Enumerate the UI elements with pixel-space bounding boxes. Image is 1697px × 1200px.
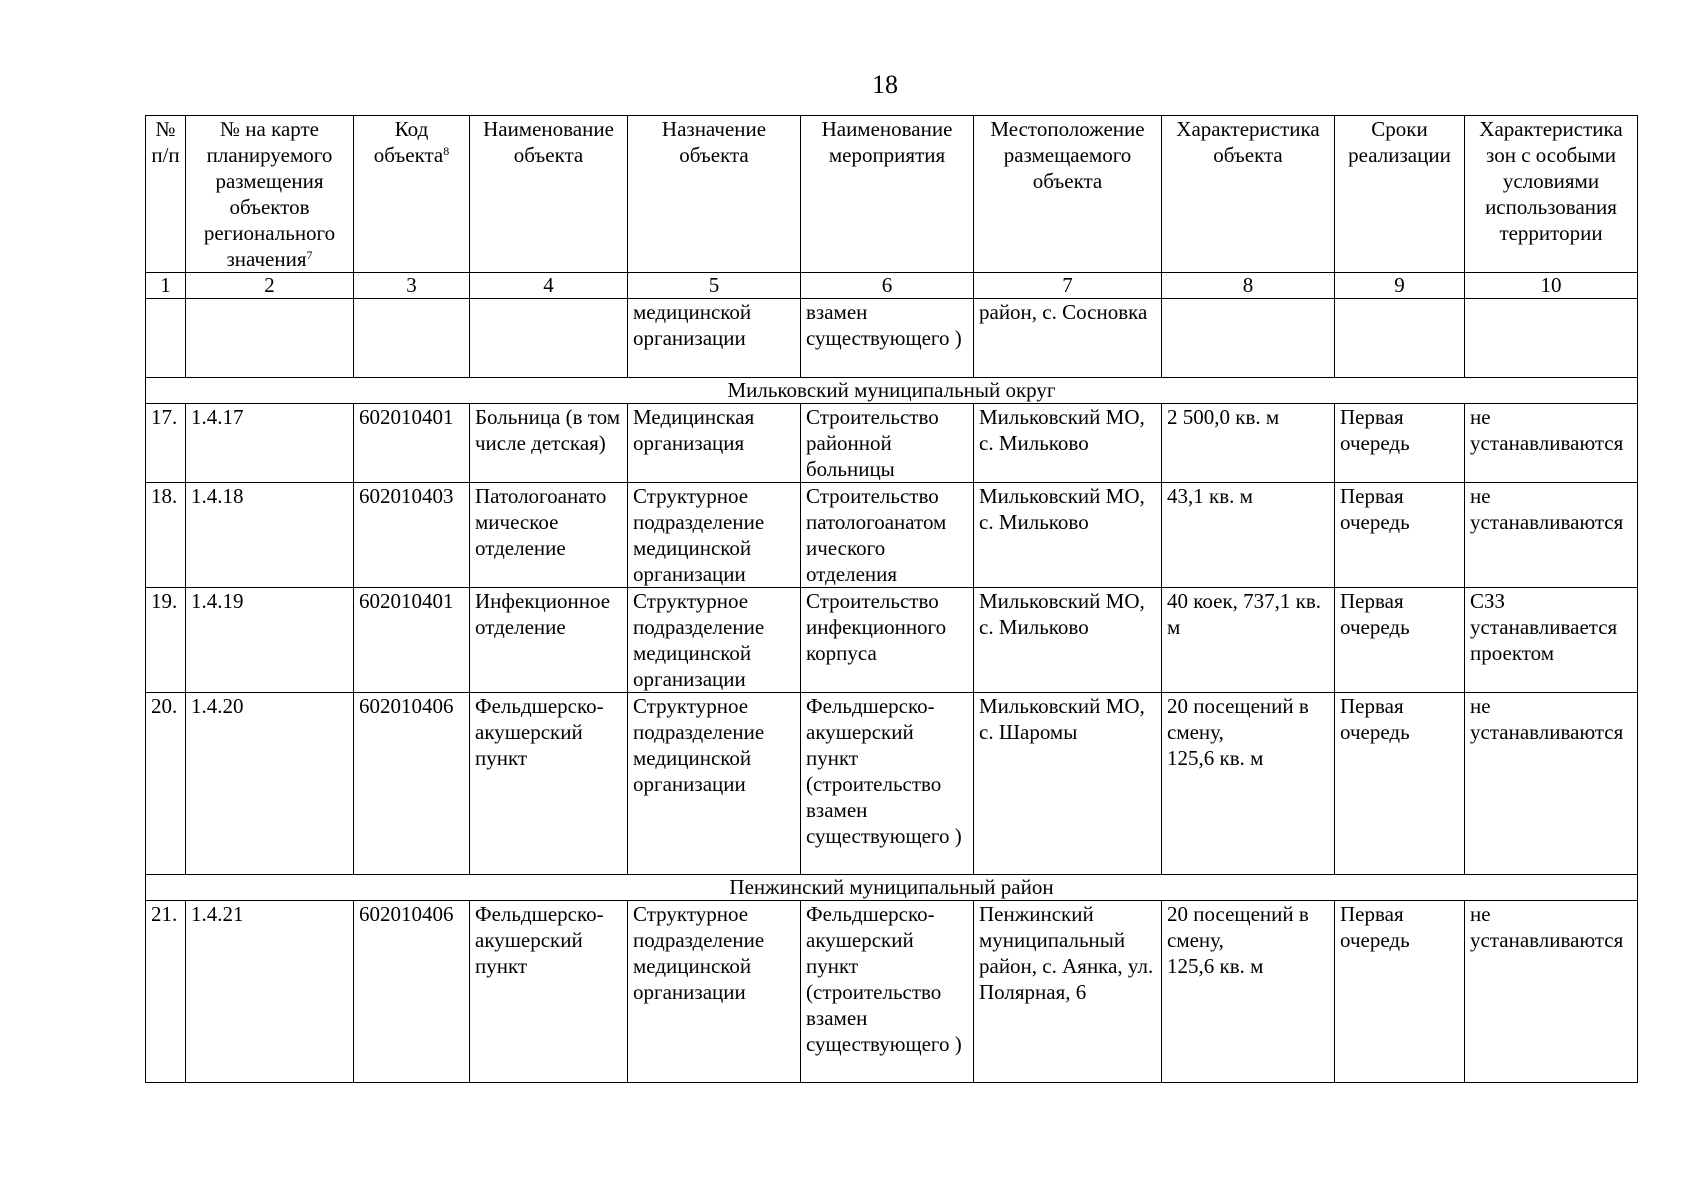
cell-activity: Строительство инфекционного корпуса: [801, 588, 974, 693]
cell-term: Первая очередь: [1335, 588, 1465, 693]
cell-location: район, с. Сосновка: [974, 299, 1162, 378]
cell-map-number: 1.4.17: [186, 404, 354, 483]
cell-characteristic: 2 500,0 кв. м: [1162, 404, 1335, 483]
footnote-marker: 7: [306, 248, 313, 262]
cell-name: Патологоанато мическое отделение: [470, 483, 628, 588]
column-number: 8: [1162, 273, 1335, 299]
cell-number: 21.: [146, 901, 186, 1083]
cell-characteristic: 20 посещений в смену, 125,6 кв. м: [1162, 693, 1335, 875]
column-number: 3: [354, 273, 470, 299]
cell-characteristic: 20 посещений в смену, 125,6 кв. м: [1162, 901, 1335, 1083]
cell-name: Фельдшерско-акушерский пункт: [470, 693, 628, 875]
column-number: 4: [470, 273, 628, 299]
cell-activity: Фельдшерско-акушерский пункт (строительство взамен существующего ): [801, 901, 974, 1083]
table-row: [146, 404, 1638, 483]
cell-number: 17.: [146, 404, 186, 483]
cell-code: 602010406: [354, 901, 470, 1083]
cell-activity: Строительство районной больницы: [801, 404, 974, 483]
header-row: [146, 116, 1638, 273]
cell-zones: не устанавливаются: [1465, 901, 1638, 1083]
header-cell: Местоположение размещаемого объекта: [974, 116, 1162, 273]
header-cell: № п/п: [146, 116, 186, 273]
cell-characteristic: 40 коек, 737,1 кв. м: [1162, 588, 1335, 693]
cell-map-number: 1.4.18: [186, 483, 354, 588]
cell-activity: взамен существующего ): [801, 299, 974, 378]
cell-location: Мильковский МО, с. Мильково: [974, 483, 1162, 588]
cell-location: Пенжинский муниципальный район, с. Аянка, ул. Полярная, 6: [974, 901, 1162, 1083]
cell-code: 602010401: [354, 404, 470, 483]
cell-map-number: 1.4.19: [186, 588, 354, 693]
table-row: [146, 588, 1638, 693]
cell-name: Больница (в том числе детская): [470, 404, 628, 483]
header-cell: Наименование мероприятия: [801, 116, 974, 273]
column-number: 10: [1465, 273, 1638, 299]
column-number: 5: [628, 273, 801, 299]
header-cell: № на карте планируемого размещения объектов регионального значения$^7$: [186, 116, 354, 273]
cell-characteristic: 43,1 кв. м: [1162, 483, 1335, 588]
cell-zones: не устанавливаются: [1465, 483, 1638, 588]
header-cell: Наименование объекта: [470, 116, 628, 273]
cell-term: Первая очередь: [1335, 483, 1465, 588]
cell-term: Первая очередь: [1335, 693, 1465, 875]
continuation-row: [146, 299, 1638, 378]
cell-activity: Строительство патологоанатом ического отделения: [801, 483, 974, 588]
cell-location: Мильковский МО, с. Шаромы: [974, 693, 1162, 875]
cell-zones: СЗЗ устанавливается проектом: [1465, 588, 1638, 693]
section-heading-row: [146, 875, 1638, 901]
table-row: [146, 483, 1638, 588]
cell-purpose: медицинской организации: [628, 299, 801, 378]
header-cell: Характеристика зон с особыми условиями использования территории: [1465, 116, 1638, 273]
cell-purpose: Структурное подразделение медицинской организации: [628, 901, 801, 1083]
section-title: Пенжинский муниципальный район: [146, 875, 1638, 901]
column-number: 6: [801, 273, 974, 299]
cell-zones: не устанавливаются: [1465, 404, 1638, 483]
cell-activity: Фельдшерско-акушерский пункт (строительство взамен существующего ): [801, 693, 974, 875]
cell-purpose: Структурное подразделение медицинской организации: [628, 483, 801, 588]
footnote-marker: 8: [443, 144, 450, 158]
cell-code: 602010401: [354, 588, 470, 693]
planned-objects-table: [145, 115, 1638, 1083]
table-row: [146, 693, 1638, 875]
cell-name: Фельдшерско-акушерский пункт: [470, 901, 628, 1083]
cell-purpose: Структурное подразделение медицинской организации: [628, 588, 801, 693]
cell-map-number: 1.4.20: [186, 693, 354, 875]
cell-location: Мильковский МО, с. Мильково: [974, 588, 1162, 693]
cell-purpose: Структурное подразделение медицинской организации: [628, 693, 801, 875]
cell-purpose: Медицинская организация: [628, 404, 801, 483]
cell-number: 19.: [146, 588, 186, 693]
cell-number: 18.: [146, 483, 186, 588]
table-row: [146, 901, 1638, 1083]
cell-zones: не устанавливаются: [1465, 693, 1638, 875]
cell-term: Первая очередь: [1335, 901, 1465, 1083]
column-number-row: [146, 273, 1638, 299]
column-number: 2: [186, 273, 354, 299]
cell-number: 20.: [146, 693, 186, 875]
cell-name: Инфекционное отделение: [470, 588, 628, 693]
header-cell: Сроки реализации: [1335, 116, 1465, 273]
cell-term: Первая очередь: [1335, 404, 1465, 483]
column-number: 1: [146, 273, 186, 299]
cell-code: 602010406: [354, 693, 470, 875]
header-cell: Характеристика объекта: [1162, 116, 1335, 273]
cell-location: Мильковский МО, с. Мильково: [974, 404, 1162, 483]
column-number: 7: [974, 273, 1162, 299]
cell-code: 602010403: [354, 483, 470, 588]
column-number: 9: [1335, 273, 1465, 299]
section-heading-row: [146, 378, 1638, 404]
header-cell: Код объекта$^8$: [354, 116, 470, 273]
page-number: 18: [872, 70, 898, 99]
section-title: Мильковский муниципальный округ: [146, 378, 1638, 404]
header-cell: Назначение объекта: [628, 116, 801, 273]
cell-map-number: 1.4.21: [186, 901, 354, 1083]
